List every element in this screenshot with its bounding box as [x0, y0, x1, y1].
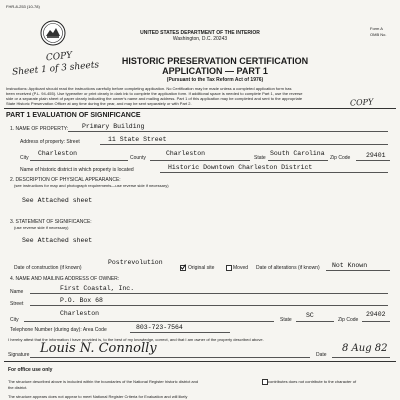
office-line1: The structure described above is included within the boundaries of the National Register historic district and — [8, 379, 199, 384]
handwritten-date: 8 Aug 82 — [342, 343, 388, 354]
significance-value[interactable]: See Attached sheet — [22, 237, 93, 244]
date-label: Date — [316, 352, 327, 358]
handwritten-sheet-note: Sheet 1 of 3 sheets — [11, 60, 100, 78]
alterations-date-value[interactable]: Not Known — [332, 262, 368, 269]
construction-date-value[interactable]: Postrevolution — [108, 259, 163, 266]
owner-zip-value[interactable]: 29402 — [366, 311, 386, 318]
form-title-line1: HISTORIC PRESERVATION CERTIFICATION — [121, 56, 309, 66]
telephone-label: Telephone Number (during day): Area Code — [10, 327, 107, 333]
office-use-heading: For office use only — [8, 367, 53, 373]
zip-label: Zip Code — [330, 155, 351, 161]
department-name: UNITED STATES DEPARTMENT OF THE INTERIOR — [140, 30, 260, 36]
city-value[interactable]: Charleston — [38, 150, 78, 157]
omb-number-label: OMB No. — [370, 32, 387, 37]
owner-state-label: State — [280, 317, 292, 323]
zip-value[interactable]: 29401 — [366, 152, 386, 159]
district-label: Name of historic district in which property is located — [20, 167, 134, 173]
signature-label: Signature — [8, 352, 30, 358]
description-sub-label: (see instructions for map and photograph requirements—use reverse side if necessary) — [14, 183, 169, 188]
attestation-text: I hereby attest that the information I have provided is, to the best of my knowledge, correct, and that I am owner of the property described above. — [8, 337, 264, 342]
instructions-line4: State Historic Preservation Officer at any time during the year, and may be sent separately or with Part 2. — [6, 101, 192, 106]
owner-name-value[interactable]: First Coastal, Inc. — [60, 285, 135, 292]
property-name-label: 1. NAME OF PROPERTY: — [10, 126, 69, 132]
handwritten-copy-left: COPY — [45, 50, 73, 64]
original-site-label: Original site — [188, 265, 215, 271]
district-value[interactable]: Historic Downtown Charleston District — [168, 164, 313, 171]
instructions-line3: side or a separate plain sheet of paper clearly indicating the owner's name and mailing address. Part 1 of this application may be completed and sent to the appropriate — [6, 96, 303, 101]
form-approved-label: Form A — [370, 26, 383, 31]
property-address-value[interactable]: 11 State Street — [108, 136, 167, 143]
form-number: FHR-8-253 (10-78) — [6, 4, 40, 9]
property-address-label: Address of property: Street — [20, 139, 80, 145]
state-value[interactable]: South Carolina — [270, 150, 325, 157]
instructions-line2: been received (P.L. 94-455). Use typewriter or print clearly in dark ink to complete the application form. If additional space is needed to complete Part 1, use the reverse — [6, 91, 303, 96]
moved-checkbox[interactable] — [226, 265, 232, 271]
owner-city-label: City — [10, 317, 19, 323]
owner-street-label: Street — [10, 301, 24, 307]
form-title-line2: APPLICATION — PART 1 — [162, 66, 268, 76]
property-name-value[interactable]: Primary Building — [82, 123, 145, 130]
department-address: Washington, D.C. 20243 — [172, 36, 228, 42]
county-label: County — [130, 155, 146, 161]
divider — [4, 108, 396, 109]
alterations-date-label: Date of alterations (if known) — [256, 265, 320, 271]
moved-label: Moved — [233, 265, 249, 271]
check-mark-icon — [180, 264, 186, 270]
owner-city-value[interactable]: Charleston — [60, 310, 100, 317]
office-line2: The structure appears does not appear to meet National Register Criteria for Evaluation and will likely — [8, 394, 188, 399]
owner-heading: 4. NAME AND MAILING ADDRESS OF OWNER: — [10, 276, 120, 282]
description-value[interactable]: See Attached sheet — [22, 197, 93, 204]
description-label: 2. DESCRIPTION OF PHYSICAL APPEARANCE: — [10, 177, 121, 183]
owner-state-value[interactable]: SC — [306, 312, 314, 319]
telephone-value[interactable]: 803-723-7564 — [136, 324, 183, 331]
owner-name-label: Name — [10, 289, 24, 295]
county-value[interactable]: Charleston — [166, 150, 206, 157]
department-seal-icon — [40, 20, 66, 46]
owner-zip-label: Zip Code — [338, 317, 359, 323]
handwritten-copy-right: COPY — [349, 97, 374, 108]
part1-heading: PART 1 EVALUATION OF SIGNIFICANCE — [6, 112, 141, 119]
significance-label: 3. STATEMENT OF SIGNIFICANCE: — [10, 219, 92, 225]
handwritten-signature: Louis N. Connolly — [40, 341, 157, 356]
instructions-line1: Instructions: Applicant should read the instructions carefully before completing application. No Certification may be made unless a completed application form has — [6, 86, 292, 91]
owner-street-value[interactable]: P.O. Box 68 — [60, 297, 103, 304]
form-title-line3: (Pursuant to the Tax Reform Act of 1976) — [166, 77, 264, 83]
construction-date-label: Date of construction (if known) — [14, 265, 82, 271]
office-line1-district: the district. — [8, 385, 28, 390]
city-label: City — [20, 155, 29, 161]
office-line1-contributes: contributes does not contribute to the character of — [268, 379, 357, 384]
state-label: State — [254, 155, 266, 161]
significance-sub-label: (use reverse side if necessary) — [14, 225, 69, 230]
